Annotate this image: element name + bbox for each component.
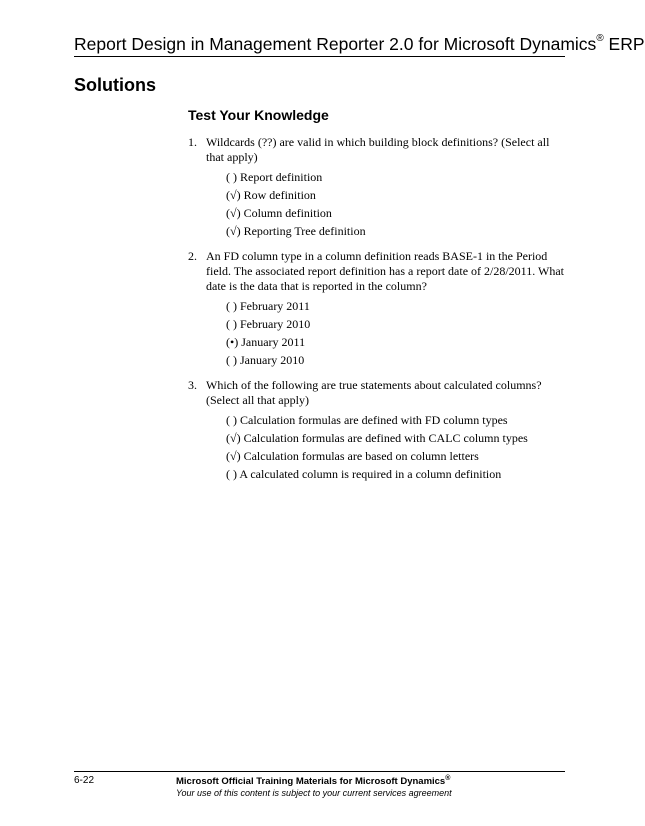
answer-option: (√) Column definition [226,206,332,220]
answer-option: ( ) February 2010 [226,317,311,331]
answer-option: ( ) A calculated column is required in a column definition [226,467,502,481]
question-number: 2. [188,249,197,263]
question-text: Which of the following are true statements about calculated columns? (Select all that apply) [206,378,542,407]
registered-mark: ® [596,33,604,45]
question-text: Wildcards (??) are valid in which building block definitions? (Select all that apply) [206,135,550,164]
answer-option: (•) January 2011 [226,335,306,349]
answer-option: (√) Reporting Tree definition [226,224,366,238]
header-divider [74,56,565,57]
page-number: 6-22 [74,775,95,786]
header-title: Report Design in Management Reporter 2.0 for Microsoft Dynamics [74,34,597,54]
option-list [206,297,568,369]
section-title: Solutions [74,75,156,95]
answer-option: ( ) February 2011 [226,299,310,313]
answer-option: ( ) January 2010 [226,353,305,367]
question-text: An FD column type in a column definition reads BASE-1 in the Period field. The associated report definition has a report date of 2/28/2011. What date is the data that is reported in the column? [206,249,565,293]
question-list [188,135,568,492]
footer-divider [74,771,565,772]
question-2 [188,249,568,369]
question-3 [188,378,568,483]
question-number: 1. [188,135,197,149]
question-1 [188,135,568,240]
footer-title-text: Microsoft Official Training Materials for Microsoft Dynamics [176,776,446,788]
answer-option: (√) Calculation formulas are defined with CALC column types [226,431,528,445]
page-header [74,33,645,55]
option-list [206,411,568,483]
footer-registered-mark: ® [445,775,451,782]
question-number: 3. [188,378,197,392]
answer-option: ( ) Report definition [226,170,323,184]
option-list [206,168,568,240]
footer-note: Your use of this content is subject to your current services agreement [176,788,452,798]
answer-option: (√) Row definition [226,188,316,202]
sub-title: Test Your Knowledge [188,107,329,123]
answer-option: ( ) Calculation formulas are defined with FD column types [226,413,508,427]
answer-option: (√) Calculation formulas are based on column letters [226,449,479,463]
footer-title [176,775,450,787]
header-title-suffix: ERP [603,34,645,54]
